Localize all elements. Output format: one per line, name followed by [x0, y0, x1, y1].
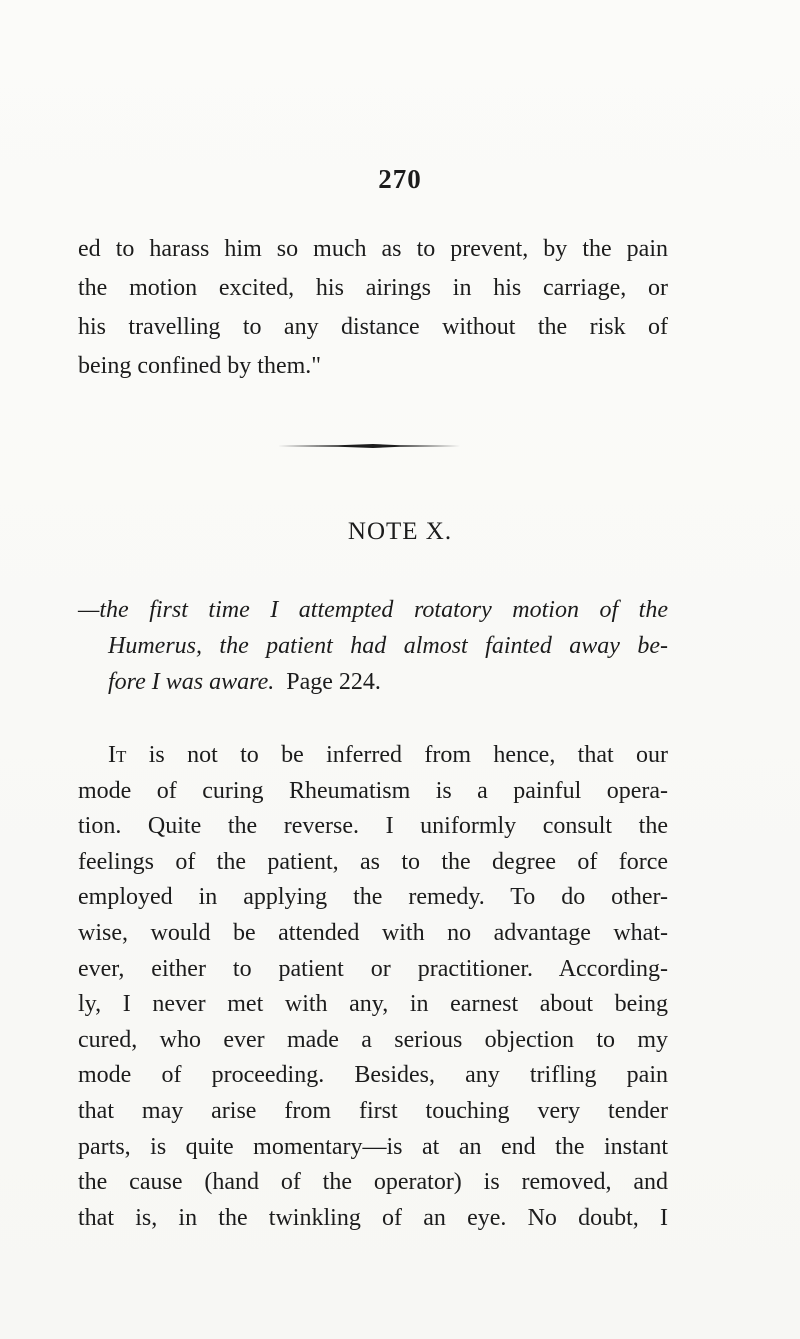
- text-line: his travelling to any distance without the risk of: [78, 314, 668, 340]
- note-quotation: [78, 592, 668, 700]
- quote-line: Humerus, the patient had almost fainted away be-: [108, 633, 668, 659]
- initial-word: It: [108, 742, 127, 768]
- text-line: the motion excited, his airings in his carriage, or: [78, 275, 668, 301]
- text-line: parts, is quite momentary—is at an end the instant: [78, 1133, 668, 1160]
- text-line: mode of proceeding. Besides, any trifling pain: [78, 1062, 668, 1089]
- text-line: is not to be inferred from hence, that our: [148, 742, 668, 768]
- text-line: employed in applying the remedy. To do other-: [78, 884, 668, 911]
- continuation-paragraph: [78, 230, 668, 386]
- text-line: ed to harass him so much as to prevent, by the pain: [78, 236, 668, 262]
- quote-line: fore I was aware.: [108, 669, 275, 695]
- text-line: mode of curing Rheumatism is a painful opera-: [78, 777, 668, 804]
- text-line: wise, would be attended with no advantage what-: [78, 919, 668, 946]
- text-line: ever, either to patient or practitioner. According-: [78, 955, 668, 982]
- first-line: [78, 738, 668, 774]
- section-divider-rule: [278, 444, 460, 448]
- text-line: being confined by them.": [78, 353, 322, 379]
- page-number: 270: [378, 164, 422, 194]
- text-line: the cause (hand of the operator) is removed, and: [78, 1169, 668, 1196]
- note-heading: NOTE X.: [347, 518, 453, 545]
- quote-line: —the first time I attempted rotatory motion of the: [78, 597, 668, 623]
- text-line: ly, I never met with any, in earnest about being: [78, 991, 668, 1018]
- text-line: tion. Quite the reverse. I uniformly consult the: [78, 813, 668, 840]
- note-body-paragraph: [78, 738, 668, 1236]
- text-line: that may arise from first touching very tender: [78, 1097, 668, 1124]
- page-reference: Page 224.: [286, 669, 381, 695]
- text-line: cured, who ever made a serious objection to my: [78, 1026, 668, 1053]
- quote-line-with-ref: [78, 664, 668, 700]
- text-line: that is, in the twinkling of an eye. No doubt, I: [78, 1204, 668, 1231]
- text-line: feelings of the patient, as to the degree of force: [78, 848, 668, 875]
